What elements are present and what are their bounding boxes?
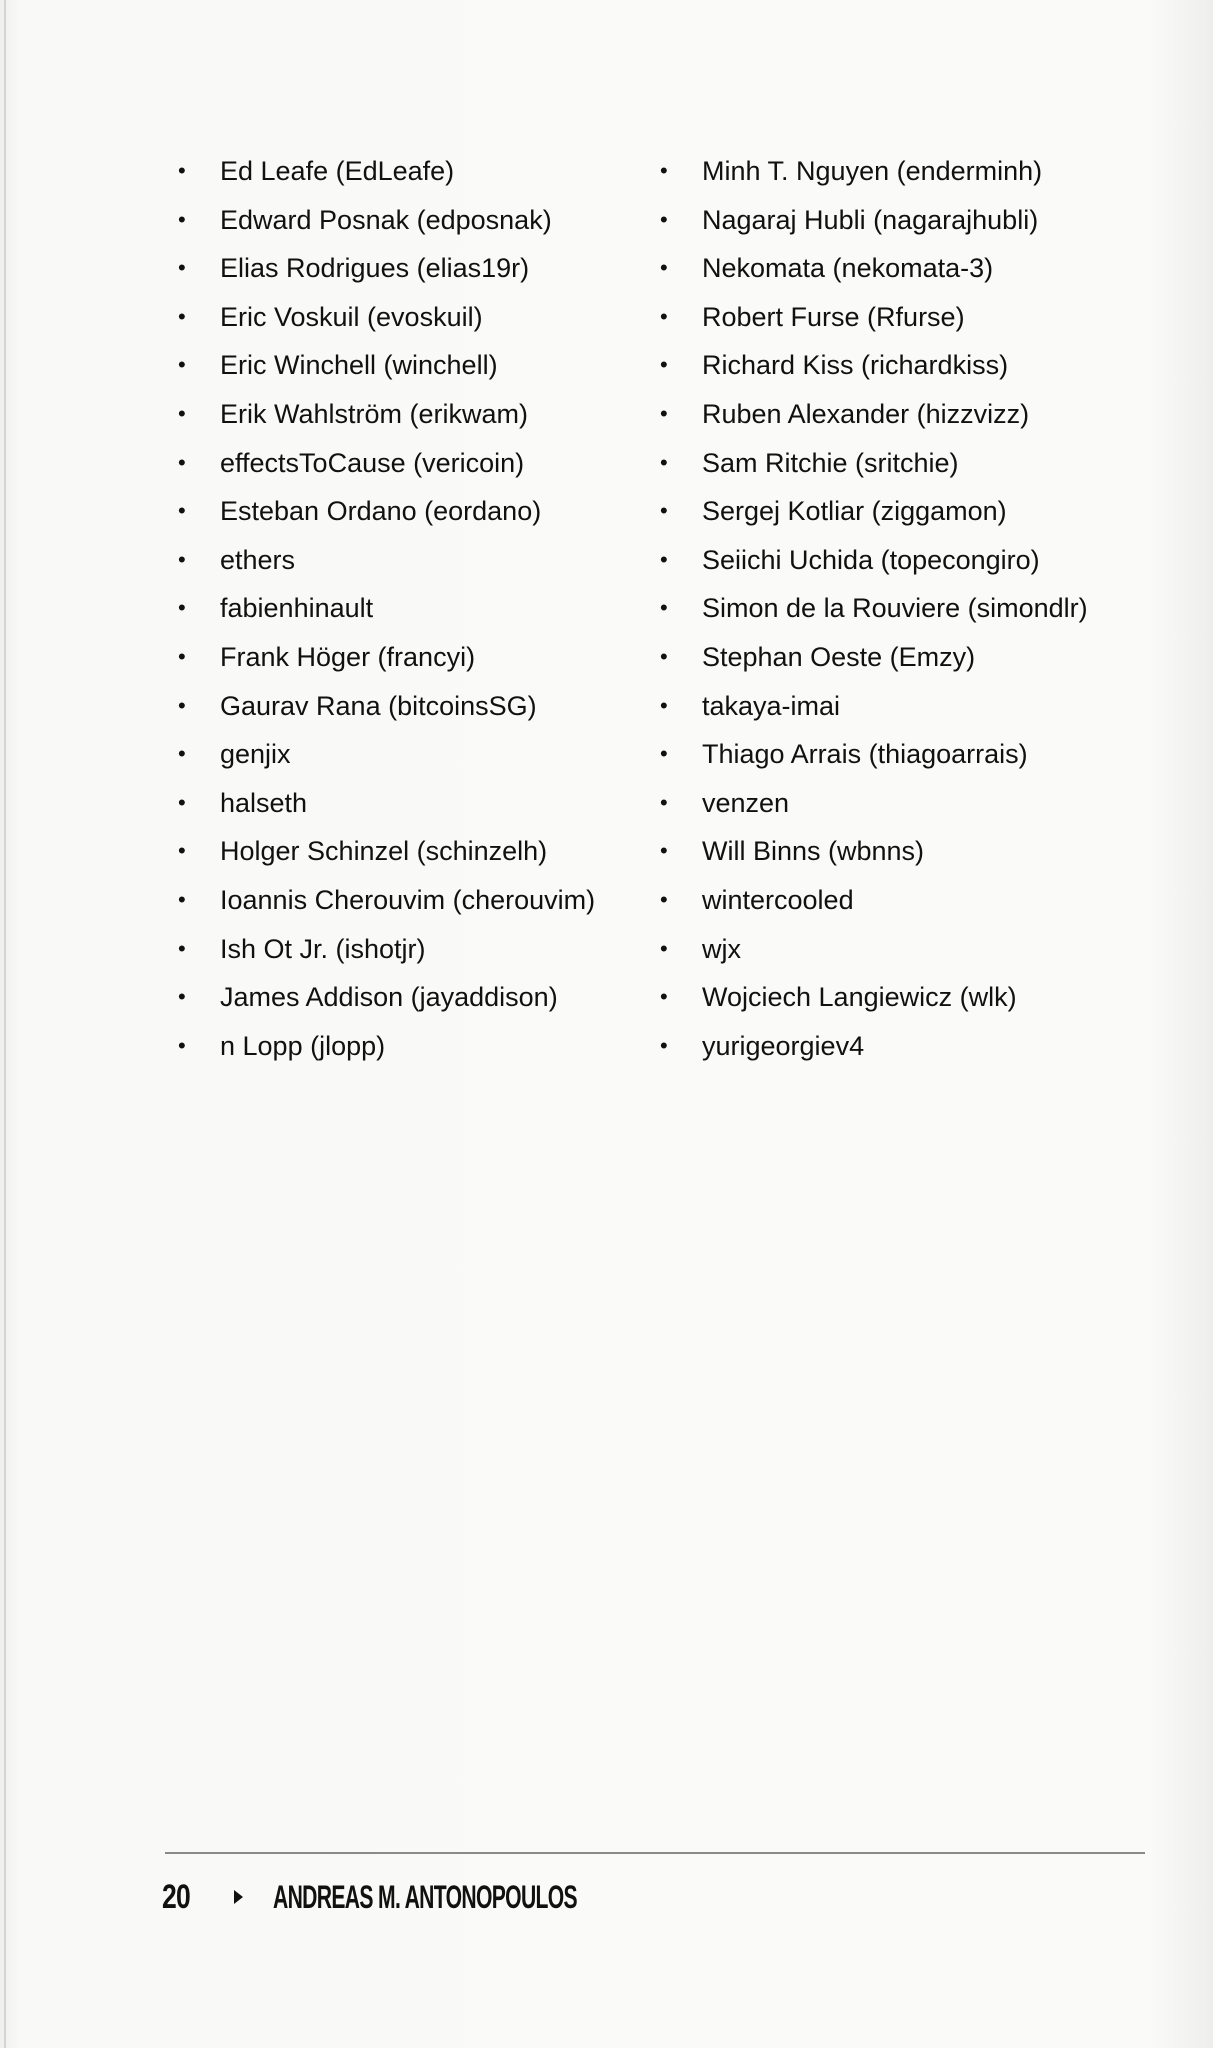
- bullet: •: [660, 935, 668, 961]
- contributor-name: Nagaraj Hubli (nagarajhubli): [702, 204, 1039, 235]
- contributor-name: n Lopp (jlopp): [220, 1030, 386, 1061]
- list-item: [660, 345, 1200, 394]
- list-item: [660, 588, 1200, 637]
- bullet: •: [660, 1032, 668, 1058]
- contributor-name: James Addison (jayaddison): [220, 982, 558, 1013]
- list-item: [660, 540, 1200, 589]
- list-item: [178, 977, 658, 1026]
- list-item: [178, 345, 658, 394]
- list-item: [178, 588, 658, 637]
- list-item: [178, 394, 658, 443]
- list-item: [660, 734, 1200, 783]
- list-item: [660, 491, 1200, 540]
- bullet: •: [178, 546, 186, 572]
- contributor-name: Robert Furse (Rfurse): [702, 301, 965, 332]
- contributor-name: Ioannis Cherouvim (cherouvim): [220, 884, 596, 915]
- list-item: [178, 151, 658, 200]
- bullet: •: [660, 449, 668, 475]
- footer-divider: [165, 1852, 1145, 1854]
- contributor-name: Ed Leafe (EdLeafe): [220, 156, 455, 186]
- contributor-name: Edward Posnak (edposnak): [220, 204, 552, 235]
- bullet: •: [660, 546, 668, 572]
- list-item: [660, 686, 1200, 735]
- list-item: [178, 831, 658, 880]
- bullet: •: [178, 984, 186, 1010]
- bullet: •: [660, 741, 668, 767]
- bullet: •: [660, 886, 668, 912]
- contributor-name: halseth: [220, 787, 308, 818]
- contributor-name: wintercooled: [702, 884, 854, 915]
- contributor-name: Richard Kiss (richardkiss): [702, 350, 1009, 381]
- bullet: •: [178, 595, 186, 621]
- list-item: [660, 394, 1200, 443]
- list-item: [660, 831, 1200, 880]
- list-item: [660, 248, 1200, 297]
- bullet: •: [660, 838, 668, 864]
- list-item: [178, 929, 658, 978]
- contributor-name: Esteban Ordano (eordano): [220, 496, 542, 527]
- bullet: •: [660, 400, 668, 426]
- bullet: •: [660, 206, 668, 232]
- contributor-name: takaya-imai: [702, 690, 841, 721]
- running-footer-author: ANDREAS M. ANTONOPOULOS: [273, 1878, 577, 1915]
- bullet: •: [660, 352, 668, 378]
- list-item: [178, 540, 658, 589]
- contributor-name: Erik Wahlström (erikwam): [220, 398, 529, 429]
- bullet: •: [178, 206, 186, 232]
- bullet: •: [178, 303, 186, 329]
- list-item: [660, 929, 1200, 978]
- contributor-name: Thiago Arrais (thiagoarrais): [702, 739, 1028, 770]
- list-item: [660, 443, 1200, 492]
- contributor-name: Sergej Kotliar (ziggamon): [702, 496, 1007, 527]
- bullet: •: [660, 692, 668, 718]
- contributor-name: Stephan Oeste (Emzy): [702, 641, 976, 672]
- bullet: •: [178, 255, 186, 281]
- bullet: •: [660, 789, 668, 815]
- bullet: •: [178, 643, 186, 669]
- list-item: [178, 734, 658, 783]
- contributor-name: Ruben Alexander (hizzvizz): [702, 398, 1030, 429]
- bullet: •: [660, 595, 668, 621]
- contributor-name: Simon de la Rouviere (simondlr): [702, 593, 1088, 624]
- contributor-name: Sam Ritchie (sritchie): [702, 447, 959, 478]
- contributor-name: Wojciech Langiewicz (wlk): [702, 982, 1017, 1013]
- contributor-name: ethers: [220, 544, 296, 575]
- contributor-name: Holger Schinzel (schinzelh): [220, 836, 548, 867]
- bullet: •: [178, 886, 186, 912]
- bullet: •: [660, 303, 668, 329]
- list-item: [660, 200, 1200, 249]
- contributors-list-right: [660, 151, 1200, 1074]
- contributor-name: Seiichi Uchida (topecongiro): [702, 544, 1040, 575]
- bullet: •: [178, 158, 186, 183]
- list-item: [178, 200, 658, 249]
- list-item: [660, 151, 1200, 200]
- contributor-name: fabienhinault: [220, 593, 374, 624]
- list-item: [178, 297, 658, 346]
- bullet: •: [178, 692, 186, 718]
- list-item: [178, 1026, 658, 1075]
- contributor-name: Gaurav Rana (bitcoinsSG): [220, 690, 537, 721]
- bullet: •: [660, 498, 668, 524]
- bullet: •: [178, 449, 186, 475]
- contributor-name: wjx: [702, 933, 741, 964]
- contributor-name: Ish Ot Jr. (ishotjr): [220, 933, 426, 964]
- bullet: •: [178, 741, 186, 767]
- contributors-list-left: [178, 151, 658, 1074]
- list-item: [178, 783, 658, 832]
- list-item: [178, 637, 658, 686]
- list-item: [660, 1026, 1200, 1075]
- bullet: •: [178, 789, 186, 815]
- list-item: [178, 880, 658, 929]
- list-item: [660, 977, 1200, 1026]
- arrow-right-icon: [234, 1890, 243, 1904]
- contributor-name: genjix: [220, 739, 291, 770]
- bullet: •: [660, 158, 668, 183]
- contributor-name: Eric Winchell (winchell): [220, 350, 498, 381]
- contributor-name: venzen: [702, 787, 790, 818]
- list-item: [660, 783, 1200, 832]
- bullet: •: [178, 498, 186, 524]
- bullet: •: [660, 255, 668, 281]
- list-item: [178, 686, 658, 735]
- list-item: [178, 443, 658, 492]
- contributor-name: Eric Voskuil (evoskuil): [220, 301, 483, 332]
- bullet: •: [178, 935, 186, 961]
- bullet: •: [660, 984, 668, 1010]
- list-item: [660, 880, 1200, 929]
- bullet: •: [178, 838, 186, 864]
- bullet: •: [660, 643, 668, 669]
- bullet: •: [178, 1032, 186, 1058]
- contributor-name: Elias Rodrigues (elias19r): [220, 253, 530, 284]
- page-footer: [162, 1872, 734, 1922]
- list-item: [178, 491, 658, 540]
- list-item: [660, 297, 1200, 346]
- contributor-name: Minh T. Nguyen (enderminh): [702, 156, 1043, 186]
- contributor-name: yurigeorgiev4: [702, 1030, 865, 1061]
- contributor-name: Nekomata (nekomata-3): [702, 253, 994, 284]
- contributor-name: Frank Höger (francyi): [220, 641, 476, 672]
- contributor-name: Will Binns (wbnns): [702, 836, 925, 867]
- page-number: 20: [162, 1877, 190, 1916]
- page-edge: [4, 0, 6, 2048]
- bullet: •: [178, 400, 186, 426]
- contributor-name: effectsToCause (vericoin): [220, 447, 525, 478]
- bullet: •: [178, 352, 186, 378]
- list-item: [178, 248, 658, 297]
- list-item: [660, 637, 1200, 686]
